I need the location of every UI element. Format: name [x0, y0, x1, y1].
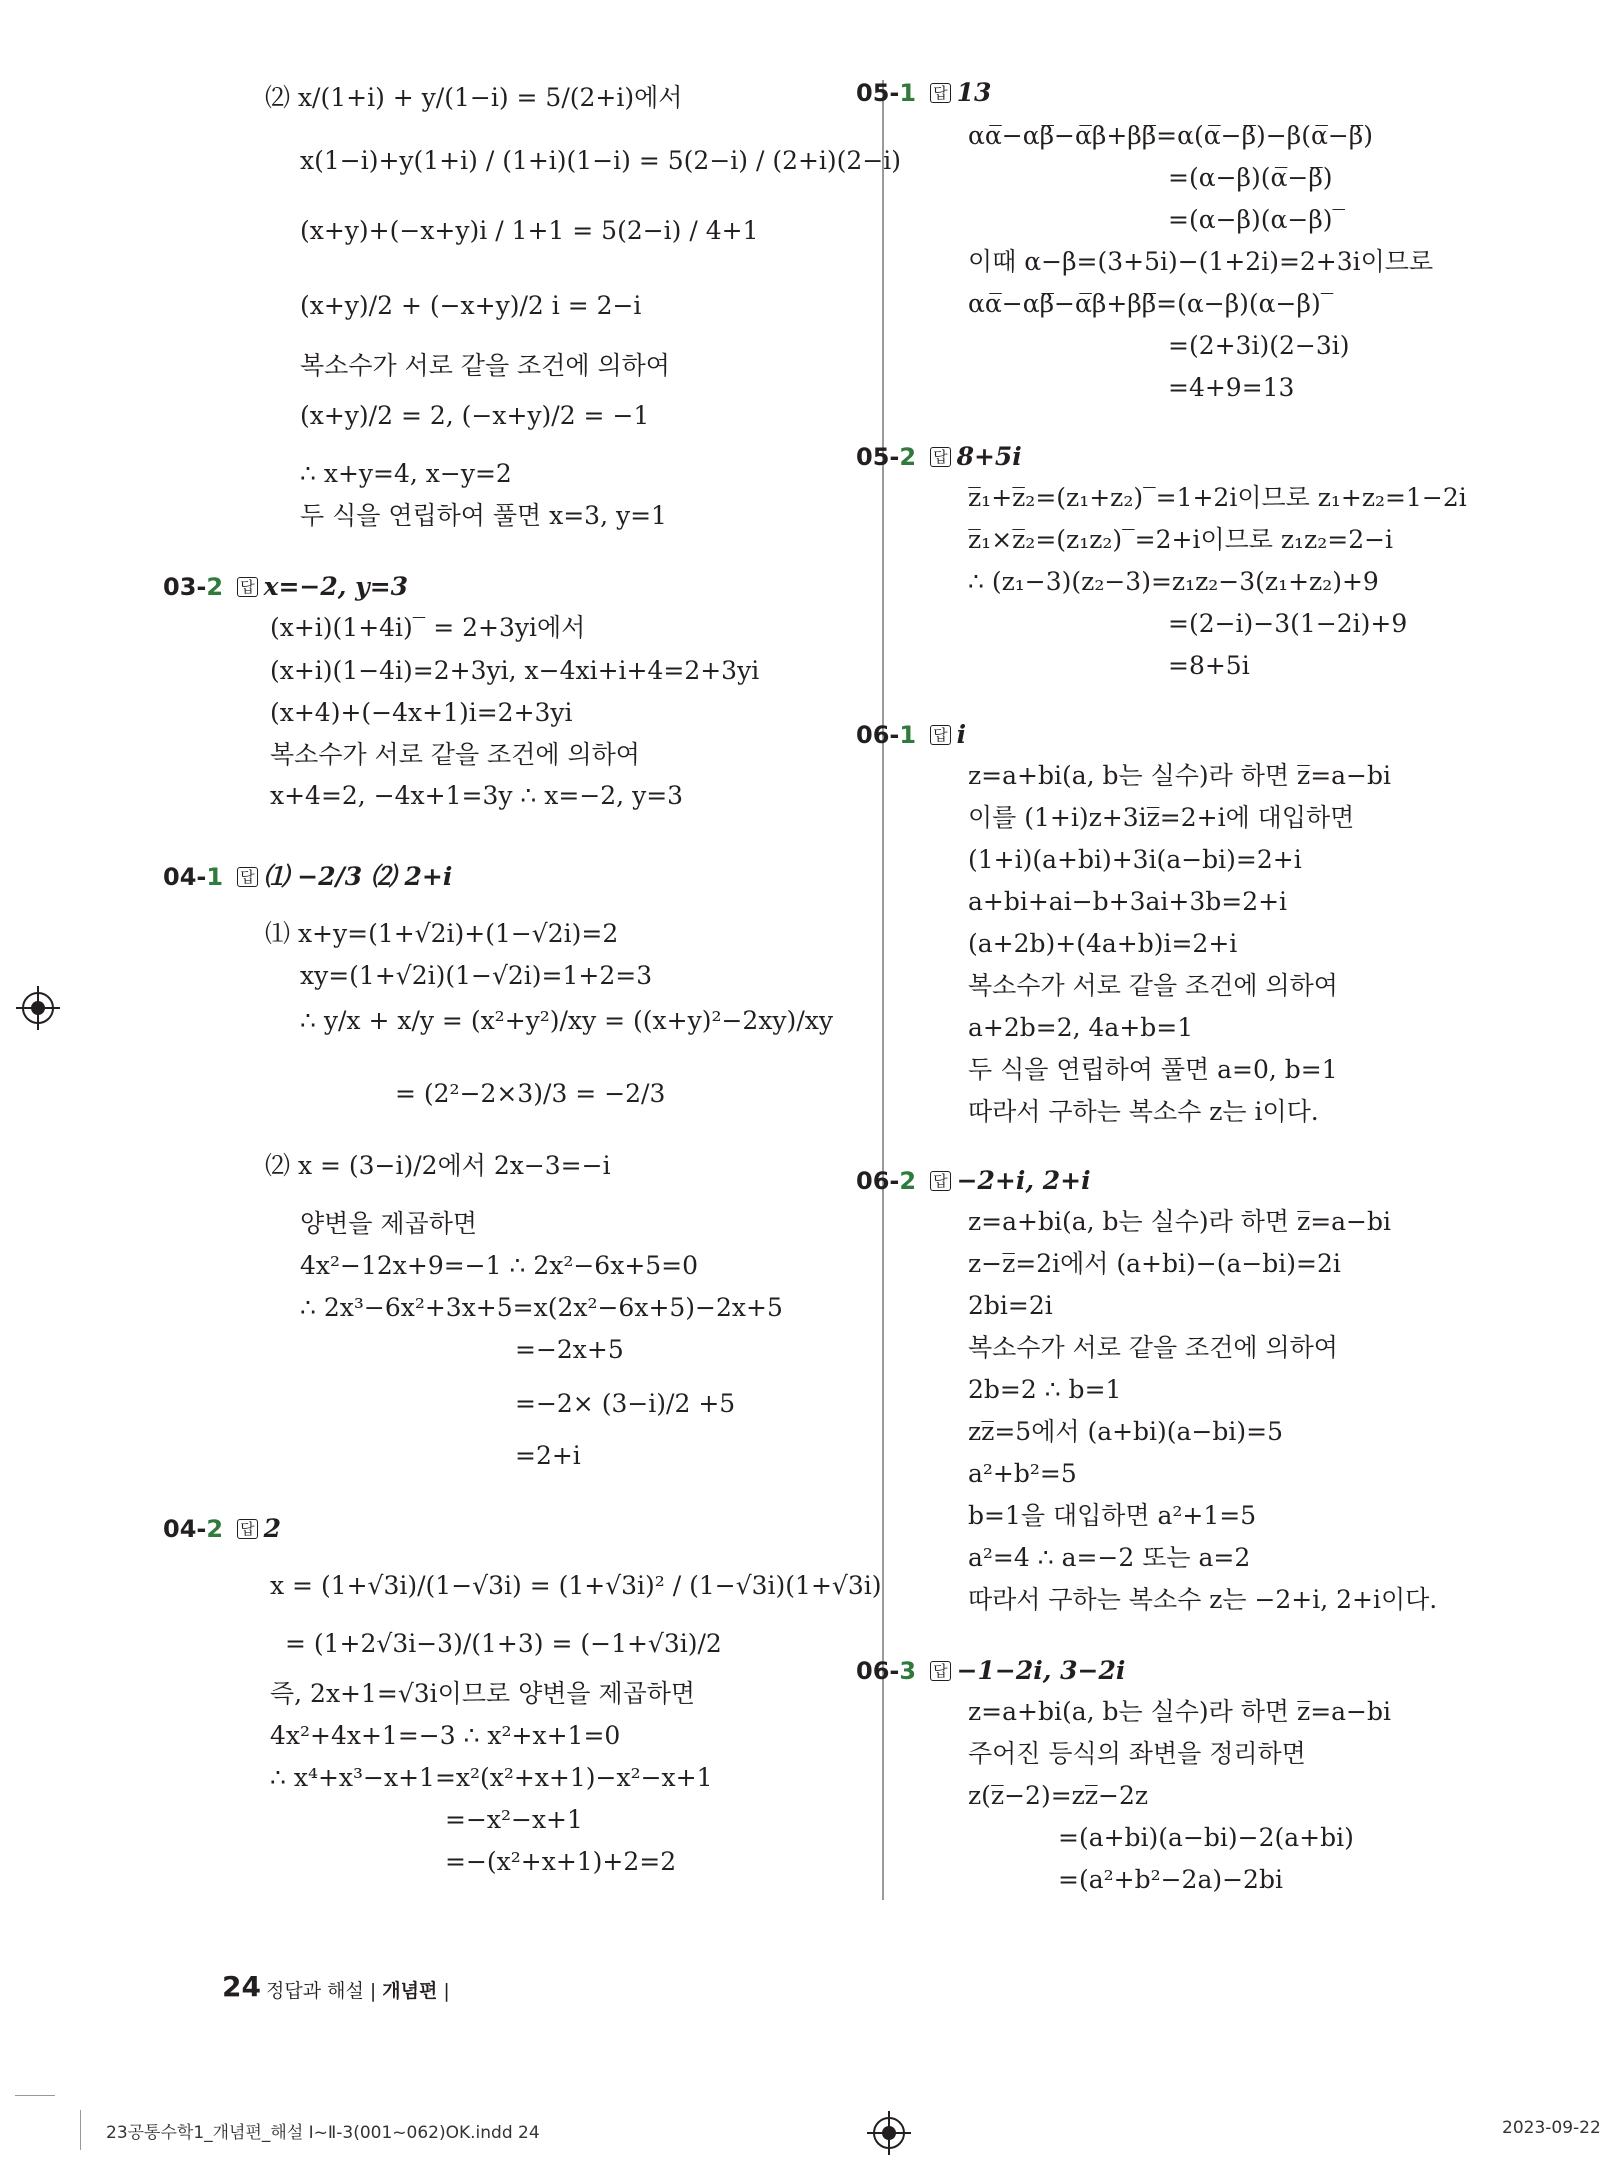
solution-line: b=1을 대입하면 a²+1=5 [968, 1501, 1257, 1530]
problem-number: 03- [163, 573, 207, 601]
problem-subnumber: 3 [899, 1657, 917, 1685]
problem-header [163, 570, 408, 604]
footer-section: 개념편 [382, 1980, 438, 2002]
problem-header [163, 860, 452, 894]
solution-line: a+bi+ai−b+3ai+3b=2+i [968, 887, 1288, 916]
slug-divider [80, 2110, 81, 2150]
solution-line: z=a+bi(a, b는 실수)라 하면 z̅=a−bi [968, 1207, 1391, 1236]
problem-header [856, 440, 1022, 474]
solution-line: ⑴ x+y=(1+√2i)+(1−√2i)=2 [265, 919, 619, 948]
answer-text: ⑴ −2/3 ⑵ 2+i [263, 862, 453, 891]
answer-mark-icon: 답 [930, 83, 951, 103]
problem-header [856, 1654, 1125, 1688]
solution-line: z̅₁+z̅₂=(z₁+z₂)‾=1+2i이므로 z₁+z₂=1−2i [968, 483, 1467, 512]
problem-header [856, 76, 991, 110]
solution-line: 복소수가 서로 같을 조건에 의하여 [968, 1333, 1338, 1362]
solution-line: xy=(1+√2i)(1−√2i)=1+2=3 [300, 961, 653, 990]
problem-subnumber: 2 [899, 443, 917, 471]
problem-number: 04- [163, 1515, 207, 1543]
problem-number: 06- [856, 1657, 900, 1685]
answer-text: 2 [263, 1514, 281, 1543]
answer-mark-icon: 답 [237, 867, 258, 887]
solution-line: (x+4)+(−4x+1)i=2+3yi [270, 698, 573, 727]
solution-line: (x+i)(1+4i)‾ = 2+3yi에서 [270, 613, 586, 642]
problem-header [163, 1512, 281, 1546]
solution-line: ∴ y/x + x/y = (x²+y²)/xy = ((x+y)²−2xy)/xy [300, 1006, 833, 1035]
solution-line: z=a+bi(a, b는 실수)라 하면 z̅=a−bi [968, 761, 1391, 790]
solution-line: 양변을 제곱하면 [300, 1209, 477, 1238]
solution-line: ⑵ x/(1+i) + y/(1−i) = 5/(2+i)에서 [265, 83, 683, 112]
problem-subnumber: 2 [899, 1167, 917, 1195]
problem-number: 06- [856, 721, 900, 749]
solution-line: (x+i)(1−4i)=2+3yi, x−4xi+i+4=2+3yi [270, 656, 760, 685]
solution-line: αα̅−αβ̅−α̅β+ββ̅=α(α̅−β̅)−β(α̅−β̅) [968, 121, 1373, 150]
solution-line: 4x²−12x+9=−1 ∴ 2x²−6x+5=0 [300, 1251, 699, 1280]
solution-line: z(z̅−2)=zz̅−2z [968, 1781, 1149, 1810]
solution-line: (x+y)/2 + (−x+y)/2 i = 2−i [300, 291, 642, 320]
answer-text: i [956, 720, 967, 749]
answer-mark-icon: 답 [237, 577, 258, 597]
footer-title: 정답과 해설 [266, 1980, 364, 2002]
problem-subnumber: 2 [206, 1515, 224, 1543]
solution-line: 따라서 구하는 복소수 z는 −2+i, 2+i이다. [968, 1585, 1438, 1614]
solution-line: 두 식을 연립하여 풀면 x=3, y=1 [300, 501, 667, 530]
solution-line: z̅₁×z̅₂=(z₁z₂)‾=2+i이므로 z₁z₂=2−i [968, 525, 1394, 554]
solution-line: =(α−β)(α̅−β̅) [1168, 163, 1333, 192]
crop-mark [15, 2095, 55, 2096]
answer-text: 13 [956, 78, 992, 107]
solution-line: ∴ x⁴+x³−x+1=x²(x²+x+1)−x²−x+1 [270, 1763, 713, 1792]
answer-mark-icon: 답 [237, 1519, 258, 1539]
solution-line: 2b=2 ∴ b=1 [968, 1375, 1122, 1404]
solution-line: a²+b²=5 [968, 1459, 1077, 1488]
problem-number: 04- [163, 863, 207, 891]
solution-line: a+2b=2, 4a+b=1 [968, 1013, 1194, 1042]
solution-line: =(a²+b²−2a)−2bi [1058, 1865, 1283, 1894]
solution-line: z=a+bi(a, b는 실수)라 하면 z̅=a−bi [968, 1697, 1391, 1726]
solution-line: = (1+2√3i−3)/(1+3) = (−1+√3i)/2 [285, 1629, 722, 1658]
answer-text: x=−2, y=3 [263, 572, 409, 601]
solution-line: =4+9=13 [1168, 373, 1295, 402]
problem-subnumber: 1 [206, 863, 224, 891]
problem-number: 05- [856, 79, 900, 107]
solution-line: 복소수가 서로 같을 조건에 의하여 [300, 351, 670, 380]
solution-line: =−x²−x+1 [445, 1805, 583, 1834]
solution-line: =−2× (3−i)/2 +5 [515, 1389, 736, 1418]
answer-mark-icon: 답 [930, 1661, 951, 1681]
registration-mark-icon [22, 992, 54, 1024]
solution-line: x+4=2, −4x+1=3y ∴ x=−2, y=3 [270, 781, 684, 810]
page-number: 24 [222, 1970, 261, 2003]
solution-line: =8+5i [1168, 651, 1250, 680]
problem-header [856, 1164, 1091, 1198]
solution-line: =(2+3i)(2−3i) [1168, 331, 1350, 360]
footer-label: 정답과 해설 | 개념편 | [266, 1980, 450, 2002]
solution-line: ∴ 2x³−6x²+3x+5=x(2x²−6x+5)−2x+5 [300, 1293, 783, 1322]
problem-number: 05- [856, 443, 900, 471]
solution-line: 이때 α−β=(3+5i)−(1+2i)=2+3i이므로 [968, 247, 1434, 276]
solution-line: zz̅=5에서 (a+bi)(a−bi)=5 [968, 1417, 1284, 1446]
solution-line: a²=4 ∴ a=−2 또는 a=2 [968, 1543, 1251, 1572]
solution-line: (a+2b)+(4a+b)i=2+i [968, 929, 1238, 958]
problem-header [856, 718, 966, 752]
answer-text: 8+5i [956, 442, 1022, 471]
column-divider [882, 80, 884, 1900]
solution-line: (1+i)(a+bi)+3i(a−bi)=2+i [968, 845, 1302, 874]
solution-line: (x+y)+(−x+y)i / 1+1 = 5(2−i) / 4+1 [300, 216, 759, 245]
solution-line: =(2−i)−3(1−2i)+9 [1168, 609, 1408, 638]
solution-line: 복소수가 서로 같을 조건에 의하여 [968, 971, 1338, 1000]
solution-line: =(α−β)(α−β)‾ [1168, 205, 1346, 234]
answer-text: −2+i, 2+i [956, 1166, 1091, 1195]
solution-line: x = (1+√3i)/(1−√3i) = (1+√3i)² / (1−√3i)(1+√3i) [270, 1571, 882, 1600]
solution-line: (x+y)/2 = 2, (−x+y)/2 = −1 [300, 401, 650, 430]
solution-line: 이를 (1+i)z+3iz̅=2+i에 대입하면 [968, 803, 1355, 832]
problem-subnumber: 1 [899, 79, 917, 107]
solution-line: =−(x²+x+1)+2=2 [445, 1847, 677, 1876]
solution-line: x(1−i)+y(1+i) / (1+i)(1−i) = 5(2−i) / (2+i)(2−i) [300, 146, 902, 175]
solution-line: =2+i [515, 1441, 581, 1470]
solution-line: αα̅−αβ̅−α̅β+ββ̅=(α−β)(α−β)‾ [968, 289, 1334, 318]
solution-line: = (2²−2×3)/3 = −2/3 [395, 1079, 666, 1108]
answer-mark-icon: 답 [930, 725, 951, 745]
solution-line: ⑵ x = (3−i)/2에서 2x−3=−i [265, 1151, 611, 1180]
answer-text: −1−2i, 3−2i [956, 1656, 1126, 1685]
solution-line: =(a+bi)(a−bi)−2(a+bi) [1058, 1823, 1354, 1852]
solution-line: 4x²+4x+1=−3 ∴ x²+x+1=0 [270, 1721, 621, 1750]
solution-line: z−z̅=2i에서 (a+bi)−(a−bi)=2i [968, 1249, 1341, 1278]
slug-date: 2023-09-22 [1502, 2118, 1601, 2138]
registration-mark-icon [873, 2117, 905, 2149]
solution-line: ∴ (z₁−3)(z₂−3)=z₁z₂−3(z₁+z₂)+9 [968, 567, 1379, 596]
answer-mark-icon: 답 [930, 1171, 951, 1191]
problem-number: 06- [856, 1167, 900, 1195]
problem-subnumber: 1 [899, 721, 917, 749]
slug-filename: 23공통수학1_개념편_해설 Ⅰ~Ⅱ-3(001~062)OK.indd 24 [106, 2123, 540, 2143]
problem-subnumber: 2 [206, 573, 224, 601]
solution-line: 복소수가 서로 같을 조건에 의하여 [270, 740, 640, 769]
solution-line: 2bi=2i [968, 1291, 1053, 1320]
solution-line: ∴ x+y=4, x−y=2 [300, 459, 512, 488]
solution-line: 따라서 구하는 복소수 z는 i이다. [968, 1097, 1319, 1126]
solution-line: 두 식을 연립하여 풀면 a=0, b=1 [968, 1055, 1338, 1084]
solution-line: 주어진 등식의 좌변을 정리하면 [968, 1739, 1306, 1768]
answer-mark-icon: 답 [930, 447, 951, 467]
solution-line: 즉, 2x+1=√3i이므로 양변을 제곱하면 [270, 1679, 696, 1708]
solution-line: =−2x+5 [515, 1335, 624, 1364]
